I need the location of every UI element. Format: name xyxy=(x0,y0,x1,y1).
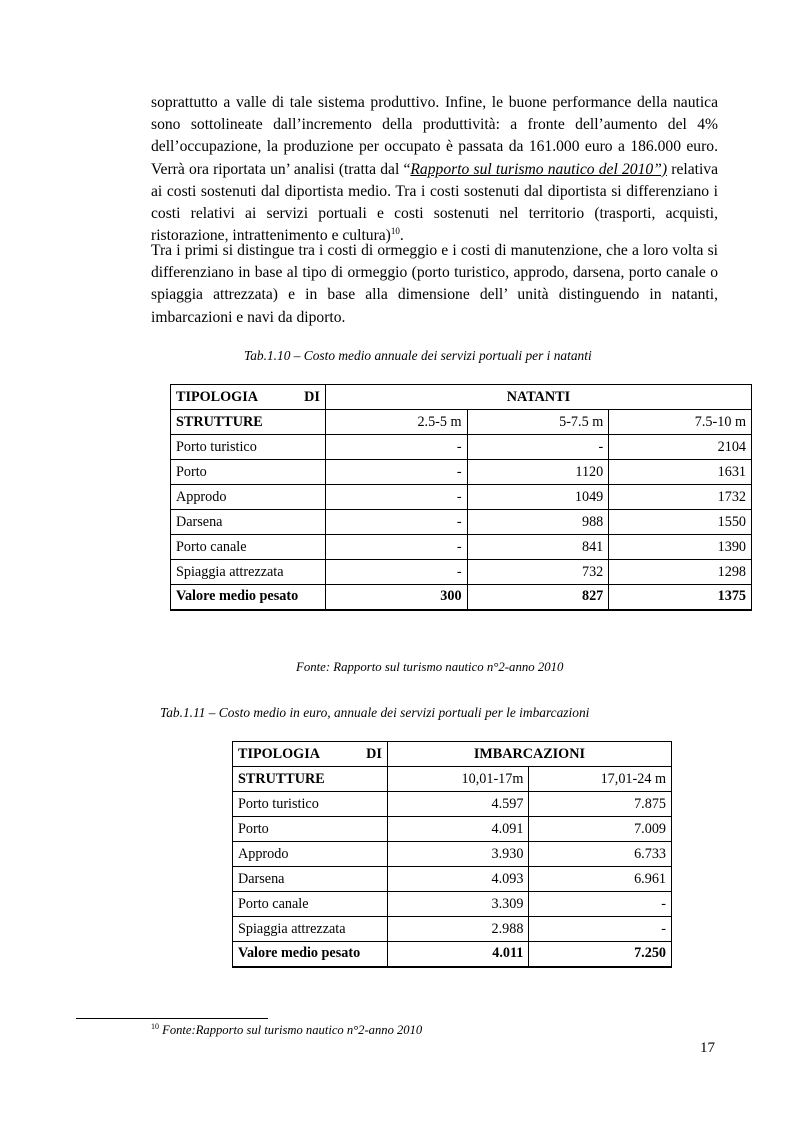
table1 xyxy=(170,384,752,611)
header-tipologia xyxy=(171,385,326,410)
cell: 1390 xyxy=(609,535,752,560)
header-text: TIPOLOGIA xyxy=(176,388,258,405)
row-label: Spiaggia attrezzata xyxy=(171,560,326,585)
footnote-text: Fonte:Rapporto sul turismo nautico n°2-anno 2010 xyxy=(159,1023,423,1037)
cell: 300 xyxy=(325,585,467,610)
cell: - xyxy=(325,560,467,585)
cell: 1631 xyxy=(609,460,752,485)
header-text: TIPOLOGIA xyxy=(238,745,320,762)
table-row xyxy=(233,842,672,867)
page-number: 17 xyxy=(700,1040,715,1056)
table2-caption: Tab.1.11 – Costo medio in euro, annuale dei servizi portuali per le imbarcazioni xyxy=(160,705,590,720)
table-row xyxy=(171,460,752,485)
row-label: Porto turistico xyxy=(171,435,326,460)
table-subheader-row xyxy=(171,410,752,435)
table-total-row xyxy=(233,942,672,967)
row-label: Porto xyxy=(171,460,326,485)
table-header-row xyxy=(233,742,672,767)
row-label: Darsena xyxy=(233,867,388,892)
paragraph-text: relativa ai costi sostenuti dal diportista medio. Tra i costi sostenuti dal diportista si differenziano i costi relativi ai servizi portuali e costi sostenuti nel territorio (trasporti, acquisti, ristorazione, intrattenimento e cultura) xyxy=(151,160,718,245)
table-row xyxy=(171,535,752,560)
table1-caption: Tab.1.10 – Costo medio annuale dei servizi portuali per i natanti xyxy=(244,348,592,363)
row-label: Porto canale xyxy=(233,892,388,917)
cell: 4.093 xyxy=(387,867,529,892)
table-subheader-row xyxy=(233,767,672,792)
cell: 2.988 xyxy=(387,917,529,942)
cell: 6.733 xyxy=(529,842,672,867)
cell: - xyxy=(529,917,672,942)
body-paragraph-2: Tra i primi si distingue tra i costi di ormeggio e i costi di manutenzione, che a loro volta si differenziano in base al tipo di ormeggio (porto turistico, approdo, darsena, porto canale o spiaggia attrezzata) e in base alla dimensione dell’ unità distinguendo in natanti, imbarcazioni e navi da diporto. xyxy=(151,242,718,326)
footnote-ref[interactable]: 10 xyxy=(390,226,400,237)
col-header: 17,01-24 m xyxy=(529,767,672,792)
row-label: Porto xyxy=(233,817,388,842)
cell: 3.930 xyxy=(387,842,529,867)
cell: 6.961 xyxy=(529,867,672,892)
cell: - xyxy=(467,435,609,460)
table-row xyxy=(233,817,672,842)
cell: 1550 xyxy=(609,510,752,535)
cell: - xyxy=(325,460,467,485)
cell: - xyxy=(325,510,467,535)
cell: - xyxy=(325,435,467,460)
table-row xyxy=(171,560,752,585)
cell: 4.091 xyxy=(387,817,529,842)
cell: 3.309 xyxy=(387,892,529,917)
cell: - xyxy=(325,535,467,560)
cell: 1732 xyxy=(609,485,752,510)
col-header: 10,01-17m xyxy=(387,767,529,792)
body-paragraph-1 xyxy=(151,92,718,247)
row-label: Approdo xyxy=(171,485,326,510)
footnote-number: 10 xyxy=(151,1022,159,1031)
cell: - xyxy=(325,485,467,510)
cell: 2104 xyxy=(609,435,752,460)
header-imbarcazioni: IMBARCAZIONI xyxy=(387,742,671,767)
cell: 7.875 xyxy=(529,792,672,817)
table-row xyxy=(233,917,672,942)
paragraph-text: soprattutto a valle di tale sistema produttivo. Infine, le buone performance della nautica sono sottolineate dall’incremento della produttività: a fronte dell’aumento del 4% dell’occupazione, la produzione per occupato è passata da 161.000 euro a 186.000 euro. Verrà ora riportata un’ analisi (tratta dal “ xyxy=(151,94,718,178)
col-header: 5-7.5 m xyxy=(467,410,609,435)
footnote xyxy=(151,1022,422,1038)
cell: 1298 xyxy=(609,560,752,585)
header-text: DI xyxy=(304,388,320,405)
cell: 1120 xyxy=(467,460,609,485)
header-strutture: STRUTTURE xyxy=(171,410,326,435)
row-label: Porto canale xyxy=(171,535,326,560)
cell: 988 xyxy=(467,510,609,535)
row-label: Approdo xyxy=(233,842,388,867)
table-total-row xyxy=(171,585,752,610)
table1-source: Fonte: Rapporto sul turismo nautico n°2-anno 2010 xyxy=(296,660,564,674)
table-row xyxy=(171,485,752,510)
header-strutture: STRUTTURE xyxy=(233,767,388,792)
col-header: 2.5-5 m xyxy=(325,410,467,435)
footnote-divider xyxy=(76,1018,268,1019)
col-header: 7.5-10 m xyxy=(609,410,752,435)
table-header-row xyxy=(171,385,752,410)
table-row xyxy=(233,892,672,917)
cell: 7.009 xyxy=(529,817,672,842)
table-row xyxy=(233,792,672,817)
table-row xyxy=(171,510,752,535)
cell: - xyxy=(529,892,672,917)
header-tipologia xyxy=(233,742,388,767)
row-label: Valore medio pesato xyxy=(171,585,326,610)
table2 xyxy=(232,741,672,968)
cell: 4.597 xyxy=(387,792,529,817)
table-row xyxy=(233,867,672,892)
cell: 7.250 xyxy=(529,942,672,967)
table-row xyxy=(171,435,752,460)
paragraph-text: . xyxy=(399,227,404,245)
cell: 827 xyxy=(467,585,609,610)
cell: 1049 xyxy=(467,485,609,510)
header-text: DI xyxy=(366,745,382,762)
cell: 841 xyxy=(467,535,609,560)
cell: 1375 xyxy=(609,585,752,610)
row-label: Valore medio pesato xyxy=(233,942,388,967)
row-label: Porto turistico xyxy=(233,792,388,817)
cell: 4.011 xyxy=(387,942,529,967)
cell: 732 xyxy=(467,560,609,585)
row-label: Darsena xyxy=(171,510,326,535)
source-link[interactable]: Rapporto sul turismo nautico del 2010”) xyxy=(410,160,668,178)
header-natanti: NATANTI xyxy=(325,385,751,410)
row-label: Spiaggia attrezzata xyxy=(233,917,388,942)
